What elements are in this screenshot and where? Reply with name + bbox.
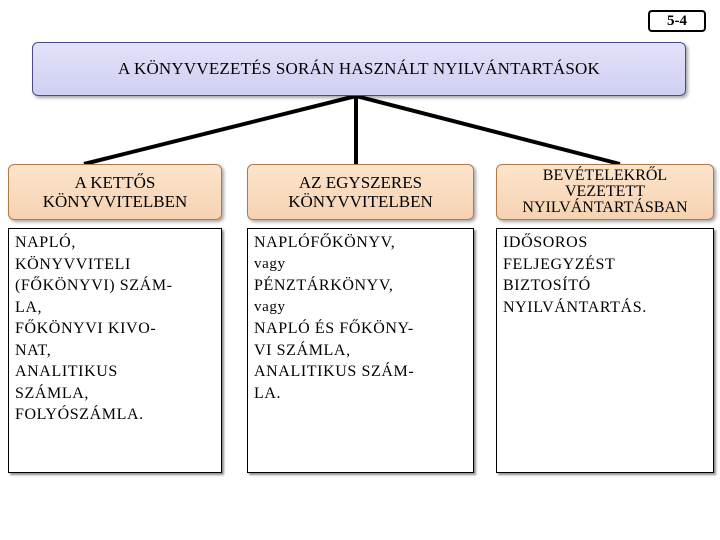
content-line: NYILVÁNTARTÁS.: [503, 298, 647, 316]
header-line: VEZETETT: [565, 183, 645, 200]
header-line: KÖNYVVITELBEN: [42, 192, 188, 211]
content-box-double-entry: [8, 228, 222, 473]
header-line: NYILVÁNTARTÁSBAN: [522, 199, 688, 216]
content-line: NAPLÓ,: [15, 234, 76, 251]
content-line: FELJEGYZÉST: [503, 255, 616, 273]
connector-left: [84, 96, 356, 164]
content-line: NAT,: [15, 341, 52, 359]
content-line: ANALITIKUS: [15, 363, 118, 380]
content-line: vagy: [254, 298, 286, 315]
content-line: vagy: [254, 255, 286, 272]
content-line: LA,: [15, 298, 43, 316]
title-text: A KÖNYVVEZETÉS SORÁN HASZNÁLT NYILVÁNTARTÁSOK: [117, 59, 600, 78]
header-box-double-entry: [8, 164, 222, 220]
content-line: BIZTOSÍTÓ: [503, 277, 591, 294]
page-number: 5-4: [648, 10, 706, 32]
content-line: VI SZÁMLA,: [254, 341, 351, 359]
connector-right: [356, 96, 620, 164]
content-line: FOLYÓSZÁMLA.: [15, 406, 144, 423]
content-line: NAPLÓFŐKÖNYV,: [254, 234, 396, 251]
content-line: LA.: [254, 384, 282, 402]
header-line: A KETTŐS: [74, 173, 156, 192]
content-line: KÖNYVVITELI: [15, 255, 131, 273]
content-line: NAPLÓ ÉS FŐKÖNY-: [254, 320, 414, 337]
content-line: IDŐSOROS: [503, 234, 588, 251]
content-line: FŐKÖNYVI KIVO-: [15, 320, 157, 337]
header-line: BEVÉTELEKRŐL: [542, 167, 668, 184]
content-line: (FŐKÖNYVI) SZÁM-: [15, 277, 173, 294]
header-box-single-entry: [247, 164, 474, 220]
header-line: AZ EGYSZERES: [298, 173, 423, 192]
content-box-single-entry: [247, 228, 474, 473]
header-line: KÖNYVVITELBEN: [288, 192, 433, 211]
header-box-revenue-records: [496, 164, 714, 220]
content-line: PÉNZTÁRKÖNYV,: [254, 277, 394, 294]
content-line: SZÁMLA,: [15, 384, 89, 402]
content-box-revenue-records: [496, 228, 714, 473]
title-box: [32, 42, 686, 96]
content-line: ANALITIKUS SZÁM-: [254, 363, 415, 380]
